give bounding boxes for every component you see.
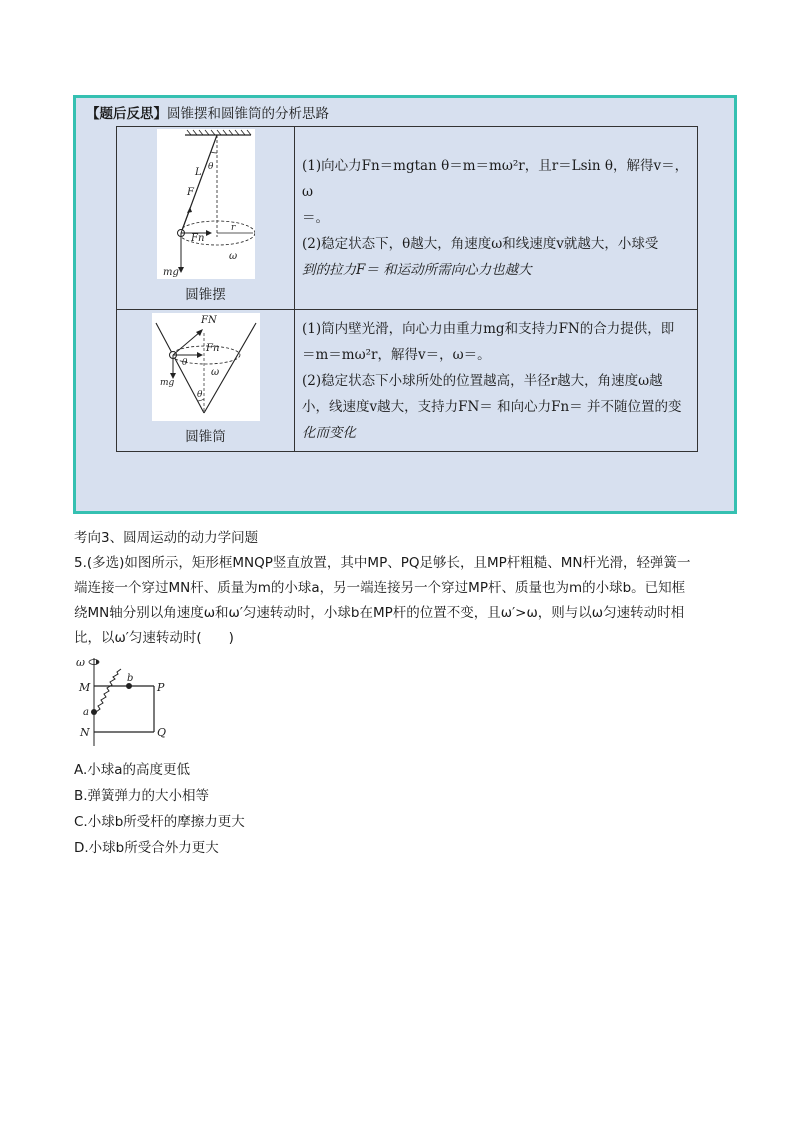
text-line: (2)稳定状态下，θ越大，角速度ω和线速度v就越大，小球受 — [302, 236, 659, 252]
reflection-box — [73, 95, 737, 514]
cone-pendulum-figure-cell — [117, 127, 295, 310]
label-r: r — [230, 223, 235, 233]
cone-cylinder-figure-cell — [117, 310, 295, 452]
label-theta: θ — [207, 162, 213, 172]
reflection-tag: 【题后反思】 — [86, 106, 167, 122]
text-line: 到的拉力F＝ 和运动所需向心力也越大 — [302, 262, 532, 278]
option-a: A.小球a的高度更低 — [74, 762, 191, 778]
label-F: F — [186, 187, 194, 198]
label-omega: ω — [228, 251, 237, 262]
option-b: B.弹簧弹力的大小相等 — [74, 788, 210, 804]
label-Fn: Fn — [205, 343, 219, 354]
stem-line: 比，以ω′匀速转动时( ) — [74, 630, 234, 646]
analysis-table — [116, 126, 698, 452]
cone-pendulum-caption: 圆锥摆 — [185, 287, 226, 303]
label-Q: Q — [157, 726, 167, 739]
text-line: 小，线速度v越大，支持力FN＝ 和向心力Fn＝ 并不随位置的变 — [302, 398, 682, 415]
stem-line: 端连接一个穿过MN杆、质量为m的小球a，另一端连接另一个穿过MP杆、质量也为m的小球b。已知框 — [74, 580, 686, 596]
label-theta-bottom: θ — [196, 390, 202, 400]
frame-figure — [74, 652, 174, 748]
label-omega: ω — [210, 367, 219, 378]
label-mg: mg — [159, 378, 174, 388]
reflection-heading — [86, 102, 329, 122]
cone-pendulum-text — [295, 127, 698, 310]
cone-cylinder-text — [295, 310, 698, 452]
text-line: (1)筒内壁光滑，向心力由重力mg和支持力FN的合力提供，即 — [302, 320, 675, 337]
text-line: ＝m＝mω²r，解得v＝，ω＝。 — [302, 346, 491, 363]
table-row — [117, 127, 698, 310]
label-FN: FN — [200, 315, 217, 326]
label-M: M — [79, 681, 91, 694]
text-line: (2)稳定状态下小球所处的位置越高，半径r越大，角速度ω越 — [302, 372, 663, 389]
option-c: C.小球b所受杆的摩擦力更大 — [74, 814, 245, 830]
section-heading: 考向3、圆周运动的动力学问题 — [74, 530, 259, 546]
label-b: b — [127, 673, 134, 684]
label-mg: mg — [162, 267, 179, 278]
label-L: L — [194, 167, 202, 178]
label-theta-top: θ — [181, 358, 187, 368]
text-line: ＝。 — [302, 210, 329, 226]
label-omega: ω — [76, 656, 85, 669]
label-N: N — [80, 726, 90, 739]
label-Fn: Fn — [190, 233, 204, 244]
option-d: D.小球b所受合外力更大 — [74, 840, 219, 856]
label-a: a — [83, 707, 89, 718]
reflection-title: 圆锥摆和圆锥筒的分析思路 — [167, 106, 329, 122]
stem-line: 5.(多选)如图所示，矩形框MNQP竖直放置，其中MP、PQ足够长，且MP杆粗糙、MN杆光滑，轻弹簧一 — [74, 555, 691, 571]
stem-line: 绕MN轴分别以角速度ω和ω′匀速转动时，小球b在MP杆的位置不变，且ω′>ω，则与以ω匀速转动时相 — [74, 605, 685, 621]
text-line: (1)向心力Fn＝mgtan θ＝m＝mω²r，且r＝Lsin θ，解得v＝，ω — [302, 158, 689, 200]
cone-cylinder-figure — [152, 313, 260, 421]
table-row — [117, 310, 698, 452]
text-line: 化而变化 — [302, 424, 356, 441]
label-P: P — [157, 681, 165, 694]
question-stem — [74, 551, 726, 651]
cone-pendulum-figure — [157, 129, 255, 279]
cone-cylinder-caption: 圆锥筒 — [185, 429, 226, 445]
